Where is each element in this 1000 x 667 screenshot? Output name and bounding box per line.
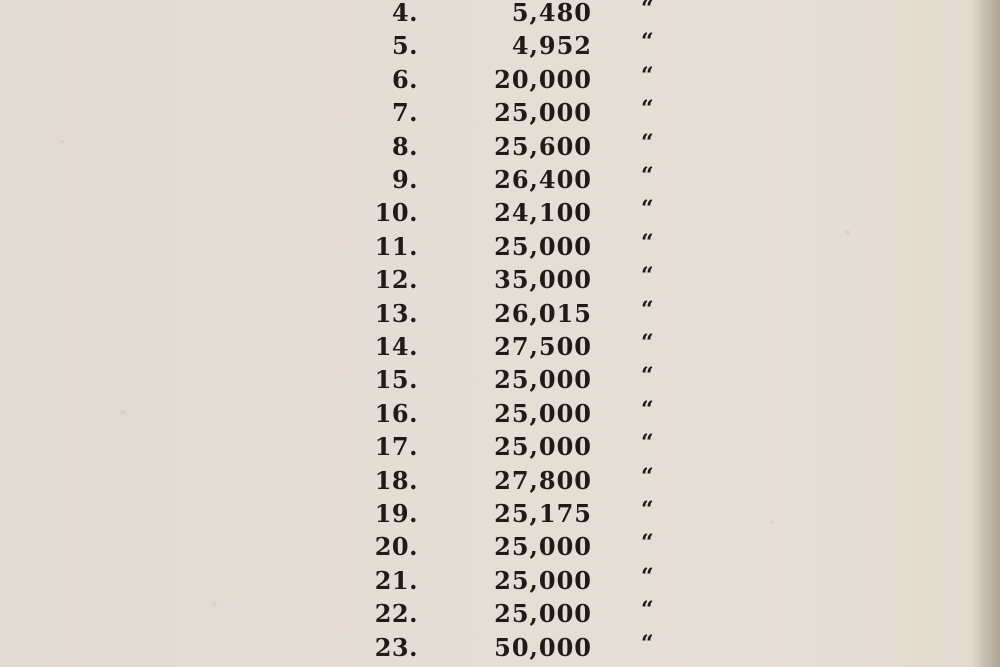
ditto-mark: “: [641, 196, 654, 223]
table-row: [0, 597, 1000, 631]
table-row: [0, 530, 1000, 564]
row-value: 20,000: [494, 64, 592, 94]
row-number: 5.: [391, 31, 418, 61]
row-number: 14.: [374, 332, 418, 361]
page-edge-shadow: [972, 0, 1000, 667]
row-value: 25,000: [494, 231, 592, 261]
row-value: 25,000: [494, 599, 592, 629]
row-value: 50,000: [494, 632, 592, 662]
row-number: 21.: [374, 565, 418, 595]
table-row: [0, 263, 1000, 297]
row-number: 8.: [391, 131, 418, 161]
row-value: 5,480: [511, 0, 592, 27]
table-row: [0, 497, 1000, 531]
ditto-mark: “: [641, 263, 654, 290]
ditto-mark: “: [641, 597, 654, 624]
row-number: 18.: [374, 465, 418, 495]
row-number: 10.: [374, 198, 418, 228]
table-row: [0, 363, 1000, 397]
ditto-mark: “: [641, 129, 654, 156]
table-row: [0, 564, 1000, 598]
table-row: [0, 631, 1000, 665]
table-row: [0, 297, 1000, 331]
ditto-mark: “: [641, 563, 654, 590]
row-value: 25,000: [494, 532, 592, 562]
table-row: [0, 63, 1000, 97]
row-value: 25,000: [494, 432, 592, 462]
table-row: [0, 230, 1000, 264]
row-value: 25,600: [494, 131, 592, 161]
table-row: [0, 130, 1000, 164]
ditto-mark: “: [641, 62, 654, 89]
table-row: [0, 330, 1000, 364]
row-number: 12.: [374, 265, 418, 295]
table-row: [0, 0, 1000, 30]
row-value: 25,000: [494, 365, 592, 395]
table-row: [0, 397, 1000, 431]
row-number: 7.: [391, 98, 418, 128]
row-value: 35,000: [494, 265, 592, 295]
row-number: 13.: [374, 298, 418, 328]
ditto-mark: “: [641, 463, 654, 490]
row-value: 24,100: [494, 198, 592, 228]
table-row: [0, 464, 1000, 498]
ditto-mark: “: [641, 163, 654, 189]
row-number: 6.: [391, 64, 418, 94]
table-row: [0, 96, 1000, 130]
row-value: 4,952: [511, 31, 592, 61]
ditto-mark: “: [641, 229, 654, 256]
row-value: 26,400: [494, 165, 592, 194]
row-value: 25,000: [494, 565, 592, 595]
row-value: 25,000: [494, 398, 592, 428]
row-value: 26,015: [494, 298, 592, 328]
ditto-mark: “: [641, 96, 654, 123]
ditto-mark: “: [641, 430, 654, 457]
table-row: [0, 430, 1000, 464]
ditto-mark: “: [641, 530, 654, 557]
table-row: [0, 29, 1000, 63]
row-number: 11.: [374, 231, 418, 261]
row-value: 27,500: [494, 332, 592, 361]
row-number: 19.: [374, 499, 418, 528]
row-value: 25,175: [494, 499, 592, 528]
ditto-mark: “: [641, 29, 654, 56]
table-row: [0, 196, 1000, 230]
ditto-mark: “: [641, 363, 654, 390]
table-row: [0, 163, 1000, 197]
row-number: 15.: [374, 365, 418, 395]
row-value: 27,800: [494, 465, 592, 495]
ditto-mark: “: [641, 630, 654, 657]
ditto-mark: “: [641, 330, 654, 356]
row-number: 16.: [374, 398, 418, 428]
ditto-mark: “: [641, 396, 654, 423]
ditto-mark: “: [641, 0, 654, 22]
row-number: 4.: [391, 0, 418, 27]
row-number: 22.: [374, 599, 418, 629]
row-number: 9.: [391, 165, 418, 194]
row-number: 20.: [374, 532, 418, 562]
row-value: 25,000: [494, 98, 592, 128]
ditto-mark: “: [641, 497, 654, 523]
row-number: 23.: [374, 632, 418, 662]
row-number: 17.: [374, 432, 418, 462]
ditto-mark: “: [641, 296, 654, 323]
